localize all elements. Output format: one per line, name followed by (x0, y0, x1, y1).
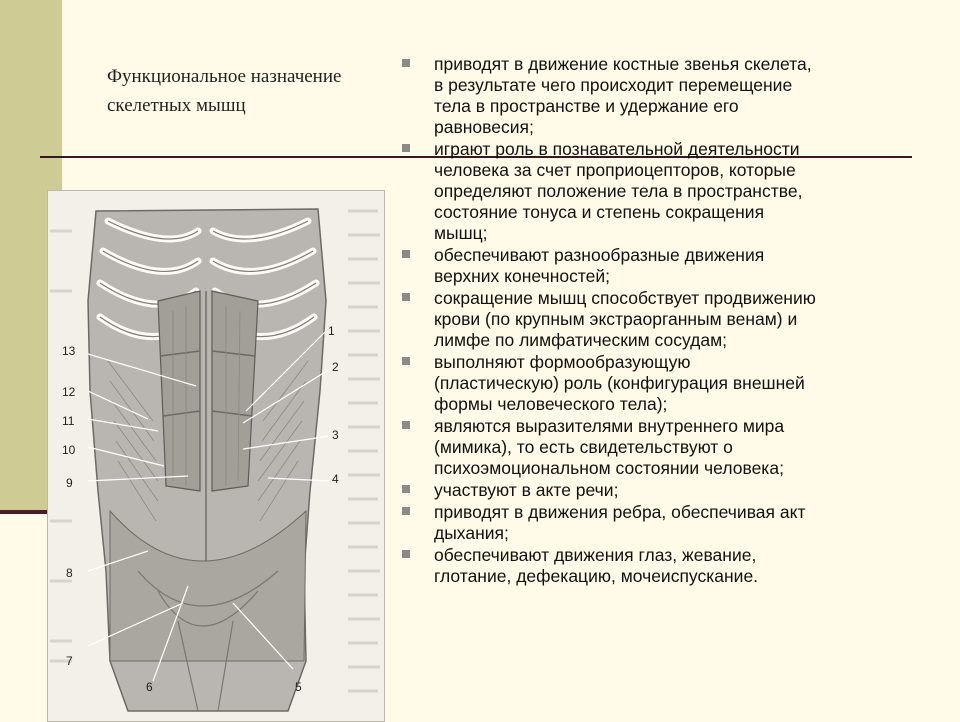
bullet-square-icon (402, 485, 410, 493)
figure-label: 6 (146, 680, 153, 694)
bullet-square-icon (402, 357, 410, 365)
figure-label: 9 (66, 476, 73, 490)
bullet-square-icon (402, 250, 410, 258)
list-item-line: приводят в движение костные звенья скелета, (434, 54, 812, 74)
list-item-line: равновесия; (434, 117, 534, 137)
list-item-line: сокращение мышц способствует продвижению (434, 288, 816, 308)
list-item (398, 139, 943, 244)
list-item (398, 245, 943, 287)
bullet-square-icon (402, 421, 410, 429)
list-item-line: (мимика), то есть свидетельствуют о (434, 437, 733, 457)
list-item-line: являются выразителями внутреннего мира (434, 416, 785, 436)
figure-label: 1 (328, 324, 335, 338)
list-item-line: мышц; (434, 223, 488, 243)
list-item (398, 352, 943, 415)
function-list (398, 54, 943, 588)
list-item (398, 545, 943, 587)
list-item-line: обеспечивают разнообразные движения (434, 245, 765, 265)
list-item-line: играют роль в познавательной деятельности (434, 139, 800, 159)
figure-label: 5 (295, 680, 302, 694)
list-item-line: обеспечивают движения глаз, жевание, (434, 545, 757, 565)
list-item-line: тела в пространстве и удержание его (434, 96, 739, 116)
bullet-square-icon (402, 550, 410, 558)
bullet-square-icon (402, 144, 410, 152)
slide-title (107, 62, 427, 120)
figure-label: 2 (332, 360, 339, 374)
list-item (398, 416, 943, 479)
bullet-square-icon (402, 59, 410, 67)
list-item-line: формы человеческого тела); (434, 394, 668, 414)
list-item-line: участвуют в акте речи; (434, 480, 619, 500)
list-item-line: в результате чего происходит перемещение (434, 75, 793, 95)
figure-label: 13 (62, 344, 76, 358)
list-item-line: состояние тонуса и степень сокращения (434, 202, 765, 222)
figure-label: 10 (62, 443, 76, 457)
list-item (398, 288, 943, 351)
list-item-line: приводят в движения ребра, обеспечивая акт (434, 502, 806, 522)
list-item-line: лимфе по лимфатическим сосудам; (434, 330, 727, 350)
slide-title-line: Функциональное назначение (107, 66, 342, 87)
list-item-line: (пластическую) роль (конфигурация внешней (434, 373, 805, 393)
list-item-line: глотание, дефекацию, мочеиспускание. (434, 566, 759, 586)
slide-title-line: скелетных мышц (107, 95, 246, 116)
list-item-line: выполняют формообразующую (434, 352, 691, 372)
list-item-line: психоэмоциональном состоянии человека; (434, 458, 784, 478)
anatomy-illustration (47, 190, 385, 722)
list-item (398, 480, 943, 501)
figure-label: 12 (62, 385, 76, 399)
figure-label: 4 (332, 472, 339, 486)
abdominal-muscles-drawing (48, 191, 384, 721)
list-item-line: человека за счет проприоцепторов, которые (434, 160, 796, 180)
figure-label: 8 (66, 566, 73, 580)
list-item (398, 54, 943, 138)
bullet-square-icon (402, 293, 410, 301)
figure-label: 11 (62, 414, 75, 428)
list-item-line: крови (по крупным экстраорганным венам) и (434, 309, 798, 329)
figure-label: 7 (66, 654, 73, 668)
figure-label: 3 (332, 428, 339, 442)
list-item-line: верхних конечностей; (434, 266, 611, 286)
bullet-square-icon (402, 507, 410, 515)
list-item-line: дыхания; (434, 523, 509, 543)
list-item (398, 502, 943, 544)
list-item-line: определяют положение тела в пространстве, (434, 181, 803, 201)
